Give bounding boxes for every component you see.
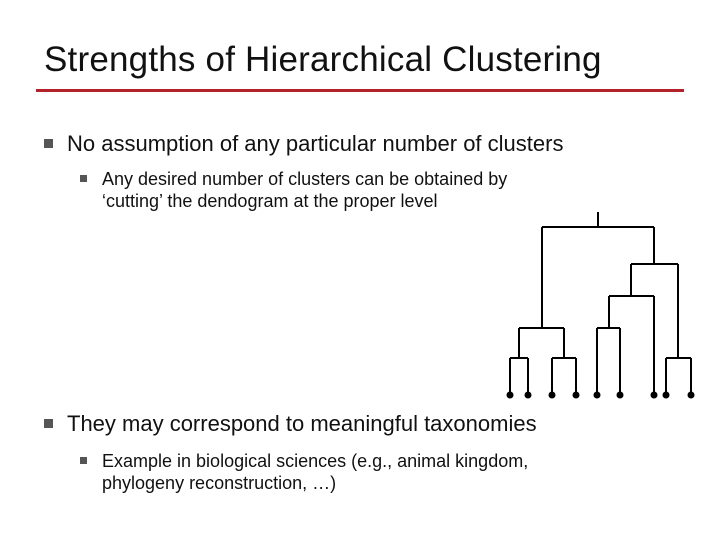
dendrogram-leaf-dot: [663, 392, 670, 399]
dendrogram-leaf-dot: [549, 392, 556, 399]
dendrogram-leaf-dot: [507, 392, 514, 399]
dendrogram-leaf-dot: [617, 392, 624, 399]
bullet-square-icon: [44, 139, 53, 148]
bullet-1: [44, 130, 563, 158]
dendrogram-leaf-dot: [573, 392, 580, 399]
dendrogram-leaf-dot: [594, 392, 601, 399]
sub-bullet-2-line-2: phylogeny reconstruction, …): [102, 473, 337, 493]
bullet-square-icon: [80, 175, 87, 182]
bullet-2-text: They may correspond to meaningful taxonomies: [67, 411, 537, 436]
dendrogram-leaf-dot: [651, 392, 658, 399]
sub-bullet-1-line-2: ‘cutting’ the dendogram at the proper level: [102, 191, 438, 211]
sub-bullet-1-line-1: Any desired number of clusters can be obtained by: [102, 169, 508, 189]
dendrogram-leaf-dot: [525, 392, 532, 399]
bullet-square-icon: [44, 419, 53, 428]
bullet-1-text: No assumption of any particular number of clusters: [67, 131, 564, 156]
bullet-2: [44, 410, 537, 438]
sub-bullet-2: [80, 450, 529, 493]
dendrogram-diagram: [500, 200, 710, 405]
dendrogram-leaf-dot: [688, 392, 695, 399]
sub-bullet-2-line-1: Example in biological sciences (e.g., animal kingdom,: [102, 451, 529, 471]
title-rule: [36, 89, 684, 92]
sub-bullet-1: [80, 168, 508, 211]
slide-title: Strengths of Hierarchical Clustering: [44, 40, 602, 79]
bullet-square-icon: [80, 457, 87, 464]
